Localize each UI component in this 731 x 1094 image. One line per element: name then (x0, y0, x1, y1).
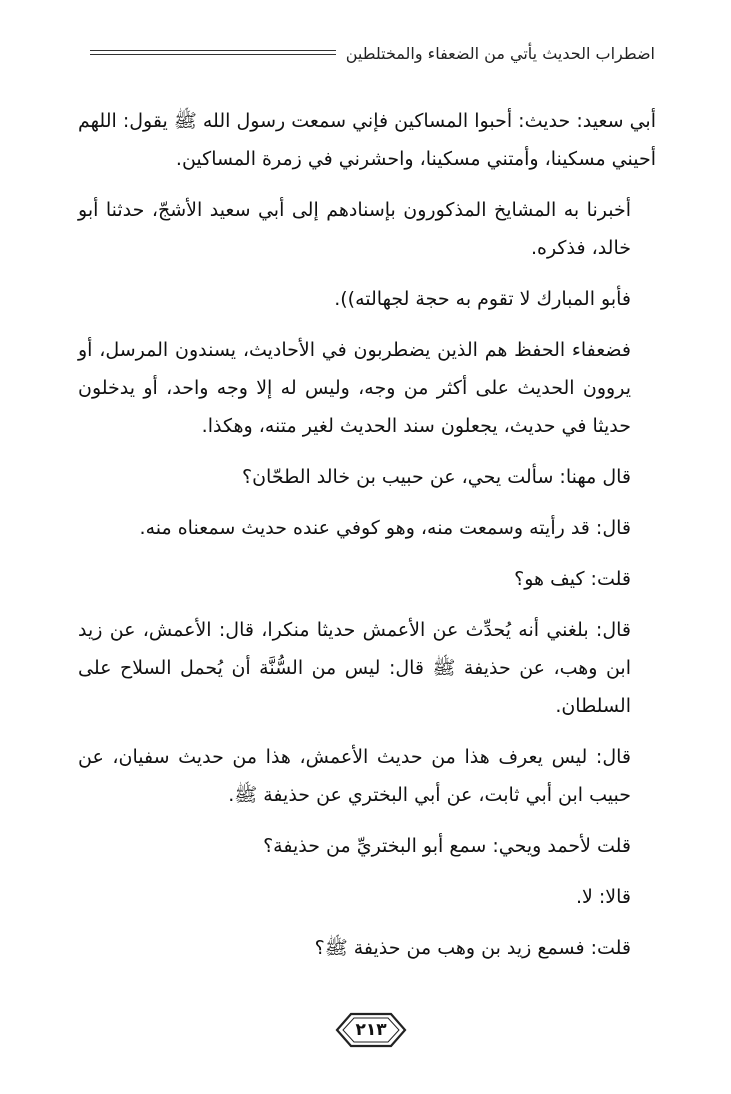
paragraph: قالا: لا. (575, 886, 631, 908)
paragraph: فضعفاء الحفظ هم الذين يضطربون في الأحاديث، يسندون المرسل، أو يروون الحديث على أكثر من وجه، وليس له إلا وجه واحد، أو يدخلون حديثا في حديث، يجعلون سند الحديث لغير متنه، وهكذا. (78, 339, 631, 437)
paragraph: قلت لأحمد ويحي: سمع أبو البختريِّ من حذيفة؟ (263, 835, 631, 857)
paragraph: قال مهنا: سألت يحي، عن حبيب بن خالد الطحّان؟ (242, 466, 631, 488)
page-number: ٢١٣ (355, 1020, 387, 1040)
body-text (78, 102, 656, 980)
running-header (90, 38, 655, 68)
paragraph: قال: ليس يعرف هذا من حديث الأعمش، هذا من حديث سفيان، عن حبيب ابن أبي ثابت، عن أبي البختري عن حذيفة ﷺ. (78, 746, 631, 806)
header-double-rule (90, 50, 336, 56)
paragraph: قلت: فسمع زيد بن وهب من حذيفة ﷺ؟ (314, 937, 631, 959)
paragraph: قال: قد رأيته وسمعت منه، وهو كوفي عنده حديث سمعناه منه. (139, 517, 631, 539)
page-number-ornament (333, 1008, 409, 1052)
paragraph: أبي سعيد: حديث: أحبوا المساكين فإني سمعت رسول الله ﷺ يقول: اللهم أحيني مسكينا، وأمتني مسكينا، واحشرني في زمرة المساكين. (78, 110, 656, 170)
paragraph: أخبرنا به المشايخ المذكورون بإسنادهم إلى أبي سعيد الأشجّ، حدثنا أبو خالد، فذكره. (78, 199, 631, 259)
paragraph: فأبو المبارك لا تقوم به حجة لجهالته)). (334, 288, 631, 310)
paragraph: قلت: كيف هو؟ (514, 568, 631, 590)
header-title: اضطراب الحديث يأتي من الضعفاء والمختلطين (345, 43, 655, 63)
paragraph: قال: بلغني أنه يُحدِّث عن الأعمش حديثا منكرا، قال: الأعمش، عن زيد ابن وهب، عن حذيفة ﷺ قال: ليس من السُّنَّة أن يُحمل السلاح على السلطان. (78, 619, 631, 717)
